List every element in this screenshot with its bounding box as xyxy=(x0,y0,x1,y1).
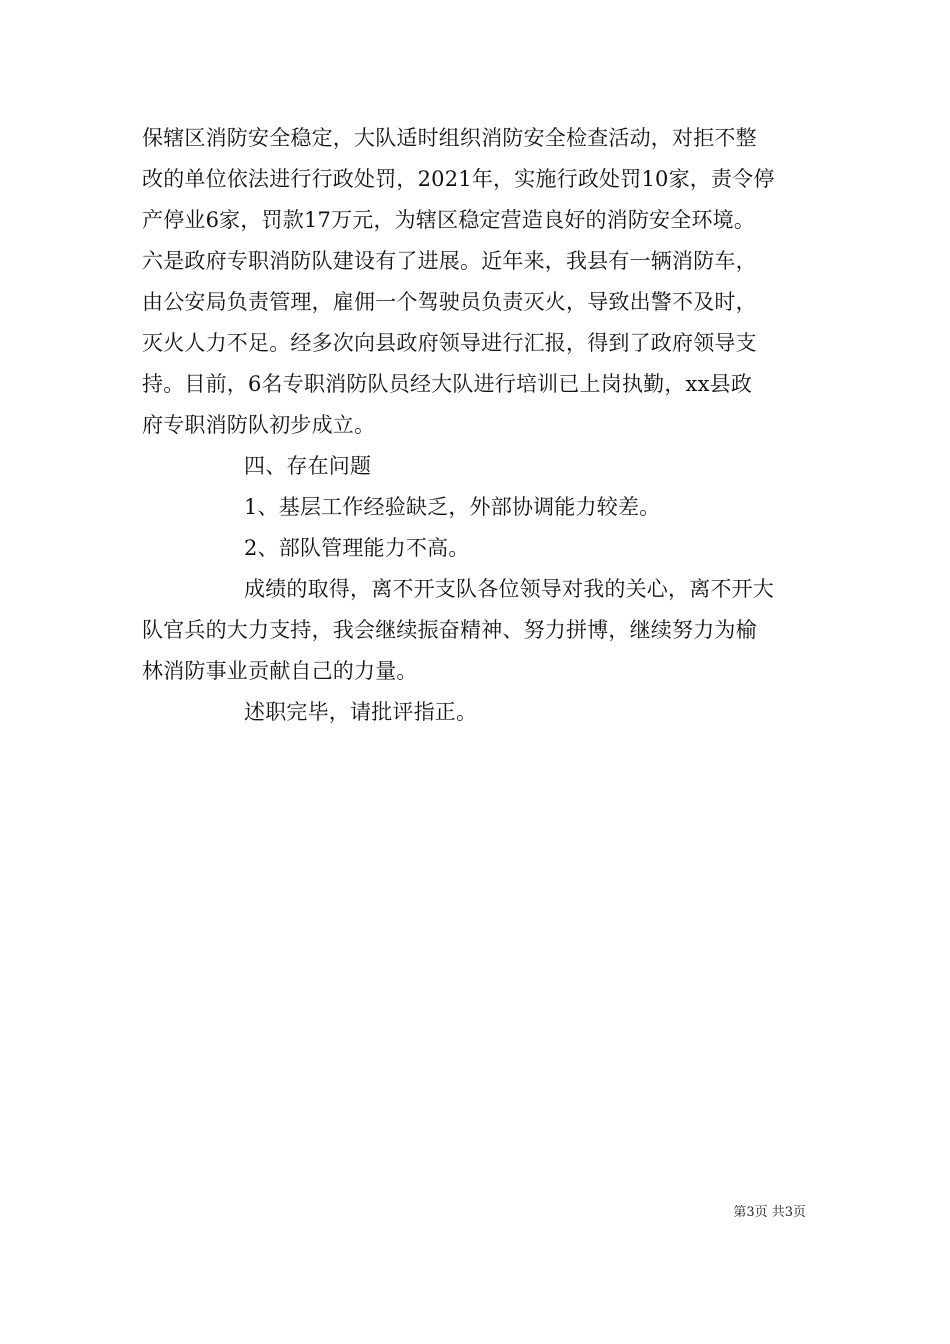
document-body xyxy=(142,118,812,733)
text-line: 灭火人力不足。经多次向县政府领导进行汇报，得到了政府领导支 xyxy=(142,331,757,355)
text-line: 府专职消防队初步成立。 xyxy=(142,413,376,437)
page-number: 第3页 共3页 xyxy=(733,1205,806,1220)
text-line: 林消防事业贡献自己的力量。 xyxy=(142,659,418,683)
text-line: 产停业6家，罚款17万元，为辖区稳定营造良好的消防安全环境。 xyxy=(142,208,756,232)
text-line: 保辖区消防安全稳定，大队适时组织消防安全检查活动，对拒不整 xyxy=(142,126,757,150)
closing-line: 述职完毕，请批评指正。 xyxy=(244,700,478,724)
text-line: 六是政府专职消防队建设有了进展。近年来，我县有一辆消防车， xyxy=(142,249,757,273)
text-line: 持。目前，6名专职消防队员经大队进行培训已上岗执勤，xx县政 xyxy=(142,372,753,396)
text-line: 由公安局负责管理，雇佣一个驾驶员负责灭火，导致出警不及时， xyxy=(142,290,757,314)
list-item: 2、部队管理能力不高。 xyxy=(244,536,470,560)
text-line: 改的单位依法进行行政处罚，2021年，实施行政处罚10家，责令停 xyxy=(142,167,775,191)
paragraph-start-line: 成绩的取得，离不开支队各位领导对我的关心，离不开大 xyxy=(244,577,774,601)
section-heading: 四、存在问题 xyxy=(244,454,372,478)
text-line: 队官兵的大力支持，我会继续振奋精神、努力拼博，继续努力为榆 xyxy=(142,618,757,642)
list-item: 1、基层工作经验缺乏，外部协调能力较差。 xyxy=(244,495,661,519)
